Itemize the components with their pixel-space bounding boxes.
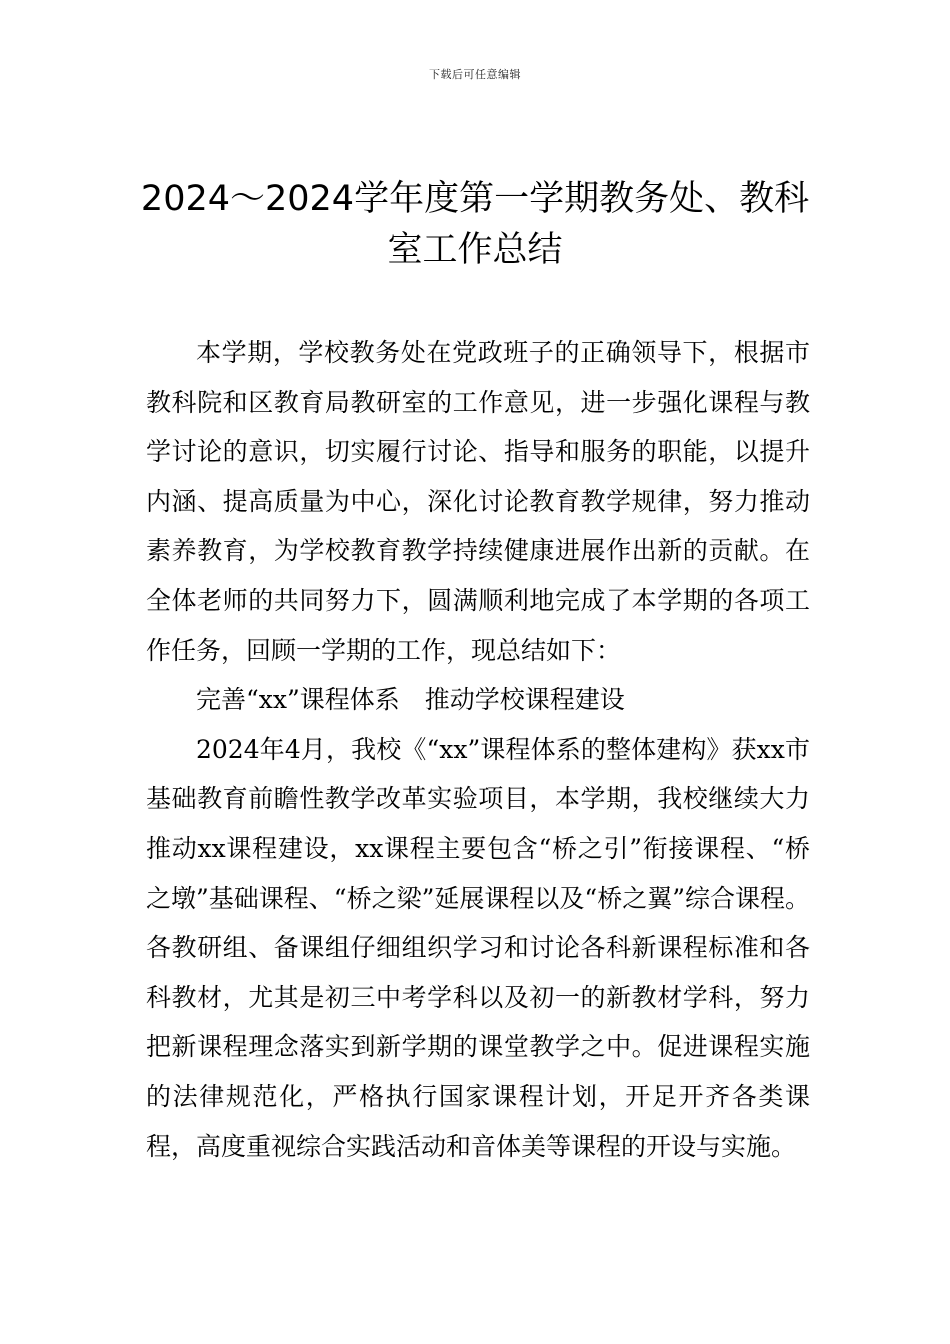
header-note: 下载后可任意编辑 bbox=[429, 68, 521, 81]
body-paragraph: 2024年4月，我校《“xx”课程体系的整体建构》获xx市基础教育前瞻性教学改革实验项目，本学期，我校继续大力推动xx课程建设，xx课程主要包含“桥之引”衔接课程、“桥之墩”基础课程、“桥之梁”延展课程以及“桥之翼”综合课程。各教研组、备课组仔细组织学习和讨论各科新课程标准和各科教材，尤其是初三中考学科以及初一的新教材学科，努力把新课程理念落实到新学期的课堂教学之中。促进课程实施的法律规范化，严格执行国家课程计划，开足开齐各类课程，高度重视综合实践活动和音体美等课程的开设与实施。 bbox=[146, 734, 810, 1161]
intro-paragraph: 本学期，学校教务处在党政班子的正确领导下，根据市教科院和区教育局教研室的工作意见，进一步强化课程与教学讨论的意识，切实履行讨论、指导和服务的职能，以提升内涵、提高质量为中心，深化讨论教育教学规律，努力推动素养教育，为学校教育教学持续健康进展作出新的贡献。在全体老师的共同努力下，圆满顺利地完成了本学期的各项工作任务，回顾一学期的工作，现总结如下： bbox=[146, 338, 810, 665]
section-heading: 完善“xx”课程体系 推动学校课程建设 bbox=[196, 685, 625, 715]
document-title: 2024～2024学年度第一学期教务处、教科室工作总结 bbox=[140, 179, 810, 270]
document-body bbox=[146, 328, 810, 1171]
